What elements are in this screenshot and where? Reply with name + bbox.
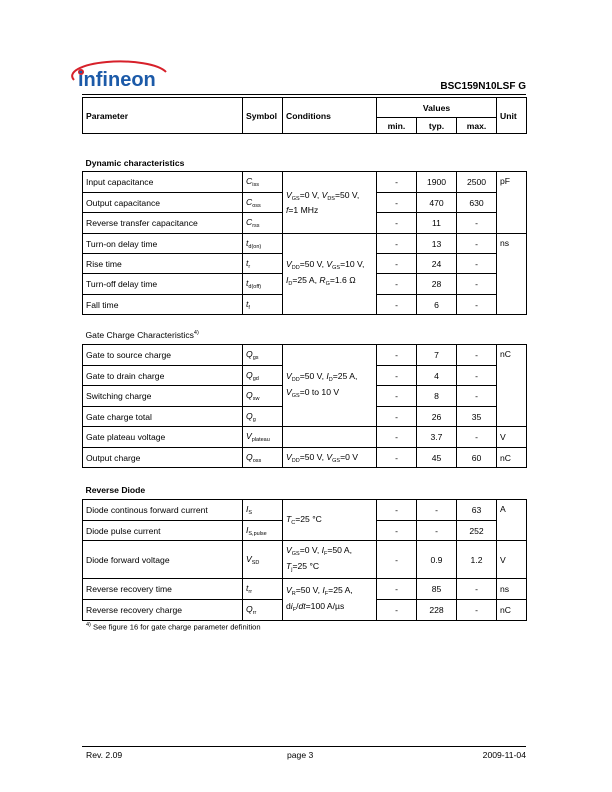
table-row: Gate charge total $Q_g$ - 26 35 xyxy=(83,407,527,427)
row-max: 2500 xyxy=(457,172,497,193)
table-row: Reverse transfer capacitance $C_{rss}$ - 11 - xyxy=(83,213,527,234)
conditions-vsd: $V_{GS}=0$ V, $I_F=50$ A, $T_j=25$ °C xyxy=(283,541,377,579)
table-header-row xyxy=(83,98,527,118)
table-row xyxy=(83,172,527,193)
table-row: Gate plateau voltage $V_{plateau}$ - 3.7 - V xyxy=(83,427,527,448)
footer-page: page 3 xyxy=(287,750,314,760)
conditions-tc: $T_C=25$ °C xyxy=(283,500,377,541)
conditions-output-charge: $V_{DD}=50$ V, $V_{GS}=0$ V xyxy=(283,448,377,468)
row-param: Input capacitance xyxy=(83,172,243,193)
table-row: Rise time $t_r$ - 24 - xyxy=(83,254,527,274)
header-unit: Unit xyxy=(497,98,527,134)
table-row: Switching charge $Q_{sw}$ - 8 - xyxy=(83,386,527,407)
footnote: $^{4)}$ See figure 16 for gate charge parameter definition xyxy=(86,622,261,632)
row-min: - xyxy=(377,172,417,193)
header-min: min. xyxy=(377,118,417,134)
infineon-logo xyxy=(66,60,178,94)
conditions-switching: $V_{DD}=50$ V, $V_{GS}=10$ V, $I_D=25$ A, $R_G=1.6$ Ω xyxy=(283,234,377,315)
footer-revision: Rev. 2.09 xyxy=(86,750,123,760)
svg-text:infineon: infineon xyxy=(78,69,156,91)
table-row: Gate to drain charge $Q_{gd}$ - 4 - xyxy=(83,366,527,386)
table-row: Turn-off delay time $t_{d(off)}$ - 28 - xyxy=(83,274,527,295)
conditions-reverse-recovery: $V_R=50$ V, $I_F=25$ A, $di_F/dt=100$ A/µs xyxy=(283,579,377,621)
row-symbol: $C_{iss}$ xyxy=(243,172,283,193)
section-dynamic: Dynamic characteristics xyxy=(85,158,185,168)
header-typ: typ. xyxy=(417,118,457,134)
header-max: max. xyxy=(457,118,497,134)
row-typ: 1900 xyxy=(417,172,457,193)
table-row: Diode pulse current $I_{S,pulse}$ - - 252 xyxy=(83,521,527,541)
table-row: Reverse recovery charge $Q_{rr}$ - 228 - nC xyxy=(83,600,527,621)
unit-pf: pF xyxy=(497,172,527,234)
header-symbol: Symbol xyxy=(243,98,283,134)
header-values: Values xyxy=(377,98,497,118)
header-conditions: Conditions xyxy=(283,98,377,134)
unit-ns: ns xyxy=(497,234,527,315)
table-row: Output charge $Q_{oss}$ $V_{DD}=50$ V, $V_{GS}=0$ V - 45 60 nC xyxy=(83,448,527,468)
part-number: BSC159N10LSF G xyxy=(440,81,526,92)
table-row: Diode forward voltage $V_{SD}$ $V_{GS}=0$ V, $I_F=50$ A, $T_j=25$ °C - 0.9 1.2 V xyxy=(83,541,527,579)
unit-a: A xyxy=(497,500,527,541)
infineon-logo-graphic xyxy=(66,60,178,94)
conditions-capacitance: $V_{GS}=0$ V, $V_{DS}=50$ V, f=1 MHz xyxy=(283,172,377,234)
table-row: Gate to source charge $Q_{gs}$ $V_{DD}=50$ V, $I_D=25$ A, $V_{GS}=0$ to 10 V - 7 - nC xyxy=(83,345,527,366)
electrical-characteristics-table xyxy=(82,97,527,621)
section-reverse-diode: Reverse Diode xyxy=(85,485,146,495)
header-parameter: Parameter xyxy=(83,98,243,134)
conditions-gate-charge: $V_{DD}=50$ V, $I_D=25$ A, $V_{GS}=0$ to 10 V xyxy=(283,345,377,427)
table-row: Fall time $t_f$ - 6 - xyxy=(83,295,527,315)
header-rule xyxy=(82,94,526,95)
footer-rule xyxy=(82,746,526,747)
unit-nc: nC xyxy=(497,345,527,427)
section-gate-charge: Gate Charge Characteristics$^{4)}$ xyxy=(85,330,199,340)
table-row: Turn-on delay time $t_{d(on)}$ $V_{DD}=50$ V, $V_{GS}=10$ V, $I_D=25$ A, $R_G=1.6$ Ω - 13 - ns xyxy=(83,234,527,254)
table-row: Output capacitance $C_{oss}$ - 470 630 xyxy=(83,193,527,213)
footer-date: 2009-11-04 xyxy=(482,750,526,760)
table-row: Diode continous forward current $I_S$ $T_C=25$ °C - - 63 A xyxy=(83,500,527,521)
table-row: Reverse recovery time $t_{rr}$ $V_R=50$ V, $I_F=25$ A, $di_F/dt=100$ A/µs - 85 - ns xyxy=(83,579,527,600)
